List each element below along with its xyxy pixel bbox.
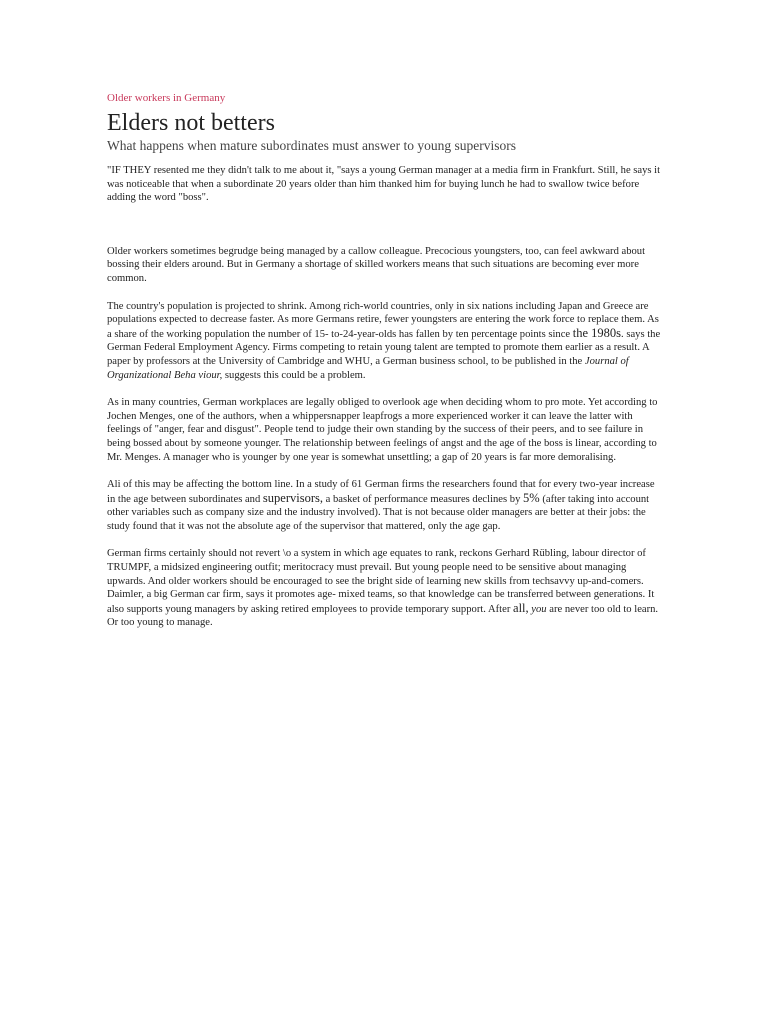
paragraph-5-supervisors: supervisors,: [262, 490, 323, 505]
paragraph-6-you: you: [531, 603, 547, 615]
paragraph-3-decade: the 1980s: [572, 325, 622, 340]
article-rubric: Older workers in Germany: [107, 92, 226, 104]
paragraph-3: [107, 300, 663, 383]
paragraph-5-text-a: Ali of this may be affecting the bottom line. In a study of 61 German firms the researchers found that for every two-year increase in the age between subordinates and: [107, 479, 655, 505]
paragraph-6: [107, 547, 663, 630]
paragraph-5-text-b: a basket of performance measures declines by: [323, 493, 524, 505]
paragraph-3-text-a: The country's population is projected to shrink. Among rich-world countries, only in six nations including Japan and Greece are populations expected to decrease faster. As more Germans retire, fewer youngsters are entering the work force to replace them. As a share of the working population the number of 15- to-24-year-olds has fallen by ten percentage points since: [107, 300, 659, 340]
paragraph-6-all: all,: [513, 600, 529, 615]
paragraph-5-percent: 5%: [523, 490, 540, 505]
paragraph-4: As in many countries, German workplaces are legally obliged to overlook age when deciding whom to pro mote. Yet according to Jochen Menges, one of the authors, when a whippersnapper leapfrogs a more experienced worker it can leave the latter with feelings of "anger, fear and disgust". People tend to judge their own standing by the success of their peers, and to see failure in being bossed about by someone younger. The relationship between feelings of angst and the age of the boss is linear, according to Mr. Menges. A manager who is younger by one year is somewhat unsettling; a gap of 20 years is far more demoralising.: [107, 397, 658, 463]
article: [107, 91, 663, 630]
paragraph-1: "IF THEY resented me they didn't talk to me about it, "says a young German manager at a media firm in Frankfurt. Still, he says it was noticeable that when a subordinate 20 years older than him thanked him for buying lunch he had to swallow twice before adding the word "boss".: [107, 165, 661, 204]
article-subhead: What happens when mature subordinates must answer to young supervisors: [107, 138, 517, 153]
paragraph-5-text-c: (after taking into account other variables such as company size and the industry involved). That is not because older managers are better at their jobs: the study found that it was not the absolute age of the supervisor that mattered, only the age gap.: [107, 493, 650, 532]
paragraph-6-text-a: German firms certainly should not revert \o a system in which age equates to rank, reckons Gerhard Rübling, labour director of TRUMPF, a midsized engineering outfit; meritocracy must prevail. But young people need to be sensitive about managing upwards. And older workers should be encouraged to see the bright side of learning new skills from techsavvy up-and-comers. Daimler, a big German car firm, says it promotes age- mixed teams, so that knowledge can be transferred between generations. It also supports young managers by asking retired employees to provide temporary support. After: [107, 548, 655, 615]
paragraph-5: [107, 478, 663, 533]
article-headline: Elders not betters: [107, 110, 275, 136]
paragraph-3-text-c: suggests this could be a problem.: [222, 369, 366, 381]
paragraph-3-text-b: . says the German Federal Employment Agency. Firms competing to retain young talent are tempted to promote them earlier as a result. A paper by professors at the University of Cambridge and WHU, a German business school, to be published in the: [107, 328, 661, 367]
paragraph-2: Older workers sometimes begrudge being managed by a callow colleague. Precocious youngsters, too, can feel awkward about bossing their elders around. But in Germany a shortage of skilled workers means that such situations are becoming ever more common.: [107, 245, 646, 284]
paragraph-6-text-b: are never too old to learn. Or too young to manage.: [107, 603, 659, 629]
paragraph-3-journal: Journal of Organizational Beha viour,: [107, 355, 629, 381]
